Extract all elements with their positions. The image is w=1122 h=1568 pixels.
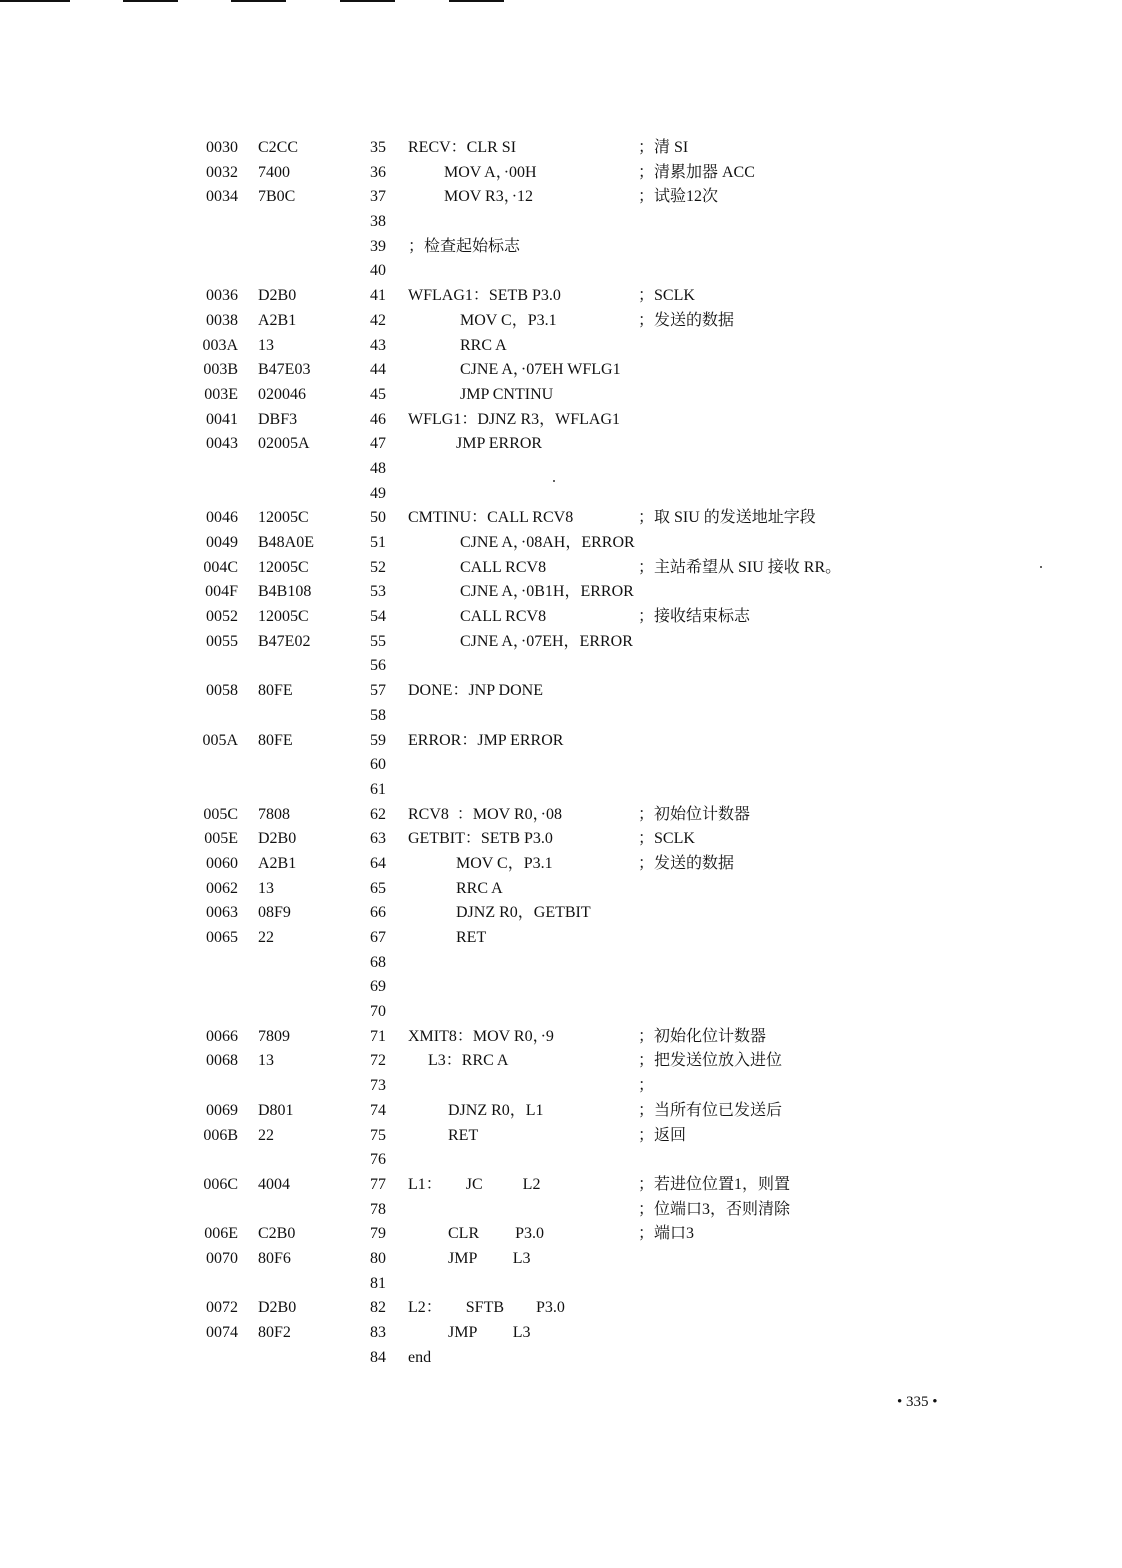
- comment-cell: ；发送的数据: [638, 854, 735, 872]
- line-number-cell: 83: [370, 1324, 386, 1341]
- address-cell: 003A: [202, 336, 238, 354]
- listing-row: [0, 877, 1122, 902]
- listing-row: [0, 1074, 1122, 1099]
- listing-row: [0, 1247, 1122, 1272]
- line-number-cell: 80: [370, 1249, 386, 1267]
- line-number-cell: 58: [370, 706, 386, 724]
- address-cell: 005C: [203, 805, 238, 823]
- line-number-cell: 77: [370, 1175, 386, 1193]
- address-cell: 0068: [206, 1052, 238, 1070]
- line-number-cell: 59: [370, 731, 386, 749]
- object-code-cell: 4004: [258, 1175, 290, 1193]
- line-number-cell: 56: [370, 657, 386, 675]
- object-code-cell: D2B0: [258, 830, 297, 848]
- listing-row: [0, 654, 1122, 679]
- address-cell: 004C: [203, 558, 238, 576]
- address-cell: 004F: [205, 583, 238, 601]
- top-edge-mark: [231, 0, 286, 2]
- listing-row: [0, 729, 1122, 754]
- comment-cell: ；接收结束标志: [638, 608, 751, 626]
- line-number-cell: 60: [370, 756, 386, 774]
- object-code-cell: 80F6: [258, 1249, 291, 1267]
- address-cell: 0036: [206, 287, 238, 305]
- address-cell: 0065: [206, 929, 238, 946]
- source-cell: JMP L3: [408, 1324, 531, 1341]
- address-cell: 006B: [203, 1126, 238, 1144]
- listing-row: [0, 951, 1122, 976]
- listing-row: [0, 605, 1122, 630]
- source-cell: ERROR：JMP ERROR: [408, 731, 564, 749]
- listing-row: [0, 630, 1122, 655]
- object-code-cell: C2B0: [258, 1225, 296, 1243]
- source-cell: ；检查起始标志: [408, 237, 521, 255]
- object-code-cell: 13: [258, 336, 274, 354]
- comment-cell: ；主站希望从 SIU 接收 RR。: [638, 558, 842, 576]
- top-edge-mark: [123, 0, 178, 2]
- address-cell: 003E: [204, 385, 238, 403]
- source-cell: RECV：CLR SI: [408, 139, 517, 156]
- listing-row: [0, 408, 1122, 433]
- source-cell: CJNE A，·07EH，ERROR: [408, 632, 633, 650]
- object-code-cell: B48A0E: [258, 534, 314, 551]
- object-code-cell: 80F2: [258, 1324, 291, 1341]
- line-number-cell: 79: [370, 1225, 386, 1243]
- address-cell: 0070: [206, 1249, 238, 1267]
- line-number-cell: 36: [370, 163, 386, 181]
- comment-cell: ；把发送位放入进位: [638, 1052, 783, 1070]
- line-number-cell: 62: [370, 805, 386, 823]
- address-cell: 0055: [206, 632, 238, 650]
- object-code-cell: 12005C: [258, 509, 309, 527]
- assembly-listing: [0, 136, 1122, 1370]
- comment-cell: ；发送的数据: [638, 311, 735, 329]
- line-number-cell: 55: [370, 632, 386, 650]
- listing-row: [0, 284, 1122, 309]
- object-code-cell: DBF3: [258, 410, 298, 428]
- listing-row: [0, 383, 1122, 408]
- address-cell: 0063: [206, 904, 238, 922]
- listing-row: [0, 827, 1122, 852]
- line-number-cell: 38: [370, 213, 386, 231]
- listing-row: [0, 901, 1122, 926]
- line-number-cell: 44: [370, 361, 386, 379]
- object-code-cell: 13: [258, 879, 274, 897]
- listing-row: [0, 1321, 1122, 1346]
- line-number-cell: 66: [370, 904, 386, 922]
- source-cell: CJNE A，·08AH，ERROR: [408, 534, 635, 551]
- listing-row: [0, 259, 1122, 284]
- address-cell: 0060: [206, 854, 238, 872]
- listing-row: [0, 506, 1122, 531]
- listing-row: [0, 1049, 1122, 1074]
- listing-row: [0, 1099, 1122, 1124]
- object-code-cell: A2B1: [258, 854, 297, 872]
- source-cell: DJNZ R0，L1: [408, 1101, 544, 1119]
- listing-row: [0, 803, 1122, 828]
- line-number-cell: 64: [370, 854, 386, 872]
- line-number-cell: 84: [370, 1348, 386, 1366]
- object-code-cell: 7B0C: [258, 188, 296, 206]
- source-cell: MOV A，·00H: [408, 163, 537, 181]
- line-number-cell: 78: [370, 1200, 386, 1218]
- comment-cell: ；取 SIU 的发送地址字段: [638, 509, 816, 527]
- source-cell: L3：RRC A: [408, 1052, 509, 1070]
- source-cell: JMP ERROR: [408, 435, 543, 453]
- listing-row: [0, 778, 1122, 803]
- source-cell: end: [408, 1348, 432, 1366]
- line-number-cell: 69: [370, 978, 386, 996]
- object-code-cell: 22: [258, 929, 274, 946]
- comment-cell: ；位端口3，否则清除: [638, 1200, 791, 1218]
- object-code-cell: B47E02: [258, 632, 311, 650]
- object-code-cell: D2B0: [258, 1299, 297, 1317]
- line-number-cell: 70: [370, 1003, 386, 1021]
- line-number-cell: 37: [370, 188, 386, 206]
- listing-row: [0, 1346, 1122, 1371]
- address-cell: 003B: [203, 361, 238, 379]
- object-code-cell: 08F9: [258, 904, 291, 922]
- line-number-cell: 40: [370, 262, 386, 280]
- source-cell: CLR P3.0: [408, 1225, 545, 1243]
- line-number-cell: 49: [370, 484, 386, 502]
- address-cell: 0072: [206, 1299, 238, 1317]
- address-cell: 0052: [206, 608, 238, 626]
- line-number-cell: 35: [370, 139, 386, 156]
- source-cell: RCV8 ：MOV R0，·08: [408, 805, 562, 823]
- listing-row: [0, 1148, 1122, 1173]
- comment-cell: ；若进位位置1，则置: [638, 1175, 791, 1193]
- object-code-cell: 7809: [258, 1027, 290, 1045]
- source-cell: CALL RCV8: [408, 608, 547, 626]
- scan-speck: [1040, 566, 1042, 568]
- address-cell: 0058: [206, 682, 238, 700]
- line-number-cell: 72: [370, 1052, 386, 1070]
- comment-cell: ；初始位计数器: [638, 805, 751, 823]
- line-number-cell: 76: [370, 1151, 386, 1169]
- source-cell: RRC A: [408, 879, 503, 897]
- comment-cell: ；返回: [638, 1126, 687, 1144]
- listing-row: [0, 161, 1122, 186]
- address-cell: 005E: [204, 830, 238, 848]
- comment-cell: ；: [638, 1077, 655, 1095]
- listing-row: [0, 185, 1122, 210]
- source-cell: MOV C，P3.1: [408, 854, 553, 872]
- address-cell: 0041: [206, 410, 238, 428]
- source-cell: DONE：JNP DONE: [408, 682, 543, 700]
- listing-row: [0, 1198, 1122, 1223]
- line-number-cell: 57: [370, 682, 386, 700]
- line-number-cell: 53: [370, 583, 386, 601]
- listing-row: [0, 136, 1122, 161]
- address-cell: 005A: [202, 731, 238, 749]
- object-code-cell: B47E03: [258, 361, 311, 379]
- listing-row: [0, 580, 1122, 605]
- source-cell: CMTINU：CALL RCV8: [408, 509, 574, 527]
- listing-row: [0, 704, 1122, 729]
- source-cell: WFLG1：DJNZ R3，WFLAG1: [408, 410, 620, 428]
- comment-cell: ；初始化位计数器: [638, 1027, 767, 1045]
- line-number-cell: 46: [370, 410, 386, 428]
- address-cell: 0062: [206, 879, 238, 897]
- address-cell: 0038: [206, 311, 238, 329]
- line-number-cell: 43: [370, 336, 386, 354]
- address-cell: 0043: [206, 435, 238, 453]
- listing-row: [0, 235, 1122, 260]
- object-code-cell: 7400: [258, 163, 290, 181]
- source-cell: JMP CNTINU: [408, 385, 554, 403]
- line-number-cell: 51: [370, 534, 386, 551]
- comment-cell: ；SCLK: [638, 287, 695, 305]
- line-number-cell: 63: [370, 830, 386, 848]
- source-cell: MOV C，P3.1: [408, 311, 557, 329]
- listing-row: [0, 852, 1122, 877]
- object-code-cell: 22: [258, 1126, 274, 1144]
- object-code-cell: 13: [258, 1052, 274, 1070]
- top-edge-mark: [449, 0, 504, 2]
- listing-row: [0, 1124, 1122, 1149]
- source-cell: RET: [408, 929, 487, 946]
- source-cell: MOV R3，·12: [408, 188, 534, 206]
- comment-cell: ；清 SI: [638, 139, 689, 156]
- source-cell: DJNZ R0，GETBIT: [408, 904, 591, 922]
- source-cell: RET: [408, 1126, 479, 1144]
- comment-cell: ；试验12次: [638, 188, 719, 206]
- listing-row: [0, 975, 1122, 1000]
- listing-row: [0, 482, 1122, 507]
- page-number: • 335 •: [897, 1394, 938, 1410]
- top-edge-mark: [0, 0, 70, 2]
- address-cell: 0066: [206, 1027, 238, 1045]
- object-code-cell: 12005C: [258, 608, 309, 626]
- listing-row: [0, 1000, 1122, 1025]
- listing-row: [0, 679, 1122, 704]
- address-cell: 0030: [206, 139, 238, 156]
- line-number-cell: 82: [370, 1299, 386, 1317]
- line-number-cell: 61: [370, 780, 386, 798]
- object-code-cell: 020046: [258, 385, 306, 403]
- source-cell: RRC A: [408, 336, 507, 354]
- object-code-cell: D801: [258, 1101, 294, 1119]
- listing-row: [0, 1272, 1122, 1297]
- address-cell: 0032: [206, 163, 238, 181]
- line-number-cell: 52: [370, 558, 386, 576]
- line-number-cell: 54: [370, 608, 386, 626]
- listing-row: [0, 210, 1122, 235]
- comment-cell: ；当所有位已发送后: [638, 1101, 783, 1119]
- line-number-cell: 73: [370, 1077, 386, 1095]
- line-number-cell: 39: [370, 237, 386, 255]
- address-cell: 0034: [206, 188, 238, 206]
- address-cell: 0046: [206, 509, 238, 527]
- comment-cell: ；端口3: [638, 1225, 695, 1243]
- comment-cell: ；SCLK: [638, 830, 695, 848]
- source-cell: CJNE A，·07EH WFLG1: [408, 361, 621, 379]
- object-code-cell: 12005C: [258, 558, 309, 576]
- line-number-cell: 81: [370, 1274, 386, 1292]
- source-cell: WFLAG1：SETB P3.0: [408, 287, 561, 305]
- line-number-cell: 71: [370, 1027, 386, 1045]
- source-cell: L1： JC L2: [408, 1175, 541, 1193]
- line-number-cell: 45: [370, 385, 386, 403]
- source-cell: CJNE A，·0B1H，ERROR: [408, 583, 634, 601]
- address-cell: 0074: [206, 1324, 238, 1341]
- object-code-cell: 80FE: [258, 731, 293, 749]
- address-cell: 006C: [203, 1175, 238, 1193]
- listing-row: [0, 1296, 1122, 1321]
- source-cell: CALL RCV8: [408, 558, 547, 576]
- address-cell: 006E: [204, 1225, 238, 1243]
- line-number-cell: 50: [370, 509, 386, 527]
- address-cell: 0049: [206, 534, 238, 551]
- object-code-cell: 80FE: [258, 682, 293, 700]
- source-cell: JMP L3: [408, 1249, 531, 1267]
- object-code-cell: C2CC: [258, 139, 299, 156]
- line-number-cell: 75: [370, 1126, 386, 1144]
- listing-row: [0, 457, 1122, 482]
- address-cell: 0069: [206, 1101, 238, 1119]
- listing-row: [0, 1173, 1122, 1198]
- source-cell: GETBIT：SETB P3.0: [408, 830, 553, 848]
- top-edge-mark: [340, 0, 395, 2]
- listing-row: [0, 334, 1122, 359]
- line-number-cell: 48: [370, 459, 386, 477]
- scan-speck: [553, 480, 555, 482]
- source-cell: L2： SFTB P3.0: [408, 1299, 565, 1317]
- listing-row: [0, 531, 1122, 556]
- line-number-cell: 74: [370, 1101, 386, 1119]
- listing-row: [0, 432, 1122, 457]
- line-number-cell: 68: [370, 953, 386, 971]
- listing-row: [0, 1222, 1122, 1247]
- line-number-cell: 41: [370, 287, 386, 305]
- comment-cell: ；清累加器 ACC: [638, 163, 755, 181]
- object-code-cell: D2B0: [258, 287, 297, 305]
- listing-row: [0, 309, 1122, 334]
- listing-row: [0, 358, 1122, 383]
- line-number-cell: 67: [370, 929, 386, 946]
- object-code-cell: B4B108: [258, 583, 312, 601]
- line-number-cell: 65: [370, 879, 386, 897]
- object-code-cell: 7808: [258, 805, 290, 823]
- line-number-cell: 42: [370, 311, 386, 329]
- object-code-cell: A2B1: [258, 311, 297, 329]
- object-code-cell: 02005A: [258, 435, 310, 453]
- listing-row: [0, 556, 1122, 581]
- line-number-cell: 47: [370, 435, 386, 453]
- listing-row: [0, 1025, 1122, 1050]
- source-cell: XMIT8：MOV R0，·9: [408, 1027, 554, 1045]
- listing-row: [0, 753, 1122, 778]
- listing-row: [0, 926, 1122, 951]
